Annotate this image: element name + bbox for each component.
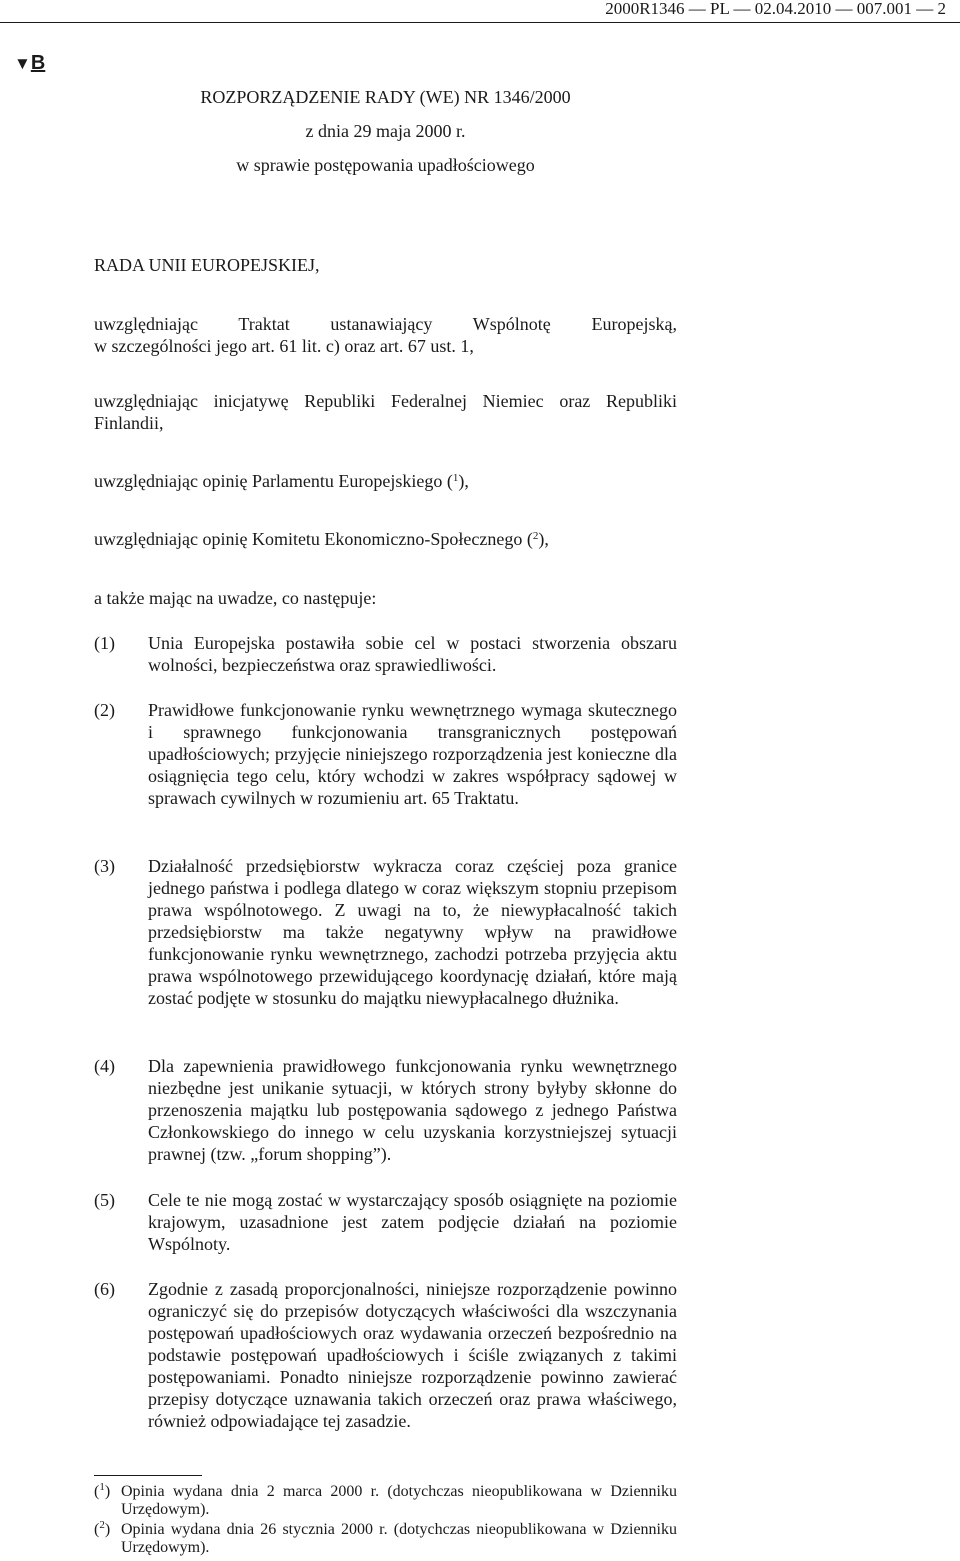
footnote-number: ($^2$)	[94, 1519, 111, 1538]
footnote-mark-1: 1	[99, 1481, 105, 1493]
footnote-text: Opinia wydana dnia 26 stycznia 2000 r. (dotychczas nieopublikowana w Dzienniku Urzędowym).	[121, 1521, 677, 1556]
preamble-initiative	[94, 390, 677, 434]
document-title	[94, 86, 677, 108]
preamble-treaty	[94, 313, 677, 357]
parliament-text-end: ),	[458, 471, 469, 491]
footnote-text: Opinia wydana dnia 2 marca 2000 r. (dotychczas nieopublikowana w Dzienniku Urzędowym).	[121, 1483, 677, 1518]
footnote-1	[94, 1483, 677, 1519]
document-date	[94, 120, 677, 142]
consolidation-marker	[14, 52, 45, 75]
recital-5	[94, 1189, 677, 1255]
title-line-date: z dnia 29 maja 2000 r.	[305, 121, 466, 141]
title-line-subject: w sprawie postępowania upadłościowego	[236, 155, 535, 175]
recital-text: Cele te nie mogą zostać w wystarczający sposób osiągnięte na poziomie krajowym, uzasadnione jest zatem podjęcie działań na poziomie Wspólnoty.	[148, 1190, 677, 1254]
footnote-2	[94, 1521, 677, 1557]
recital-3	[94, 855, 677, 1009]
recital-number: (1)	[94, 633, 115, 653]
treaty-line-2: w szczególności jego art. 61 lit. c) oraz art. 67 ust. 1,	[94, 336, 474, 356]
recital-number: (3)	[94, 856, 115, 876]
footnote-separator	[94, 1475, 202, 1476]
parliament-text: uwzględniając opinię Parlamentu Europejskiego (	[94, 471, 453, 491]
title-line-regulation: ROZPORZĄDZENIE RADY (WE) NR 1346/2000	[200, 87, 571, 107]
header-rule	[0, 22, 960, 23]
initiative-text: uwzględniając inicjatywę Republiki Federalnej Niemiec oraz Republiki Finlandii,	[94, 391, 677, 433]
marker-code-link[interactable]: B	[30, 52, 46, 74]
recital-text: Dla zapewnienia prawidłowego funkcjonowania rynku wewnętrznego niezbędne jest unikanie sytuacji, w których strony byłyby skłonne do przenoszenia majątku lub postępowania sądowego z jednego Państwa Członkowskiego do innego w celu uzyskania korzystniejszej sytuacji prawnej (tzw. „forum shopping”).	[148, 1056, 677, 1164]
footnote-mark-2: 2	[99, 1519, 105, 1531]
recital-text: Działalność przedsiębiorstw wykracza coraz częściej poza granice jednego państwa i podlega dlatego w coraz większym stopniu przepisom prawa wspólnotowego. Z uwagi na to, że niewypłacalność takich przedsiębiorstw ma także negatywny wpływ na prawidłowe funkcjonowanie rynku wewnętrznego, zachodzi potrzeba przyjęcia aktu prawa wspólnotowego przewidującego koordynację działań, które mają zostać podjęte w stosunku do majątku niewypłacalnego dłużnika.	[148, 856, 677, 1008]
treaty-line-1: uwzględniając Traktat ustanawiający Wspólnotę Europejską,	[94, 314, 677, 334]
recital-2	[94, 699, 677, 809]
recital-text: Unia Europejska postawiła sobie cel w postaci stworzenia obszaru wolności, bezpieczeństwa oraz sprawiedliwości.	[148, 633, 677, 675]
document-subject	[94, 154, 677, 176]
committee-text: uwzględniając opinię Komitetu Ekonomiczno-Społecznego (	[94, 529, 533, 549]
footnote-ref-2[interactable]: 2	[532, 530, 539, 542]
recital-text: Zgodnie z zasadą proporcjonalności, niniejsze rozporządzenie powinno ograniczyć się do przepisów dotyczących właściwości dla wszczynania postępowań upadłościowych oraz wydawania orzeczeń bezpośrednio na podstawie postępowań upadłościowych i ściśle związanych z takimi postępowaniami. Ponadto niniejsze rozporządzenie powinno zawierać przepisy dotyczące uznawania takich orzeczeń oraz prawa właściwego, również odpowiadające tej zasadzie.	[148, 1279, 677, 1431]
recital-4	[94, 1055, 677, 1165]
recital-1	[94, 632, 677, 676]
recital-text: Prawidłowe funkcjonowanie rynku wewnętrznego wymaga skutecznego i sprawnego funkcjonowania transgranicznych postępowań upadłościowych; przyjęcie niniejszego rozporządzenia jest konieczne dla osiągnięcia tego celu, który wchodzi w zakres współpracy sądowej w sprawach cywilnych w rozumieniu art. 65 Traktatu.	[148, 700, 677, 808]
preamble-committee	[94, 528, 677, 550]
preamble-council	[94, 254, 677, 276]
triangle-down-icon: ▼	[14, 54, 31, 73]
recital-number: (2)	[94, 700, 115, 720]
recital-number: (6)	[94, 1279, 115, 1299]
footnote-ref-1[interactable]: 1	[452, 472, 459, 484]
council-text: RADA UNII EUROPEJSKIEJ,	[94, 255, 320, 275]
preamble-whereas	[94, 587, 677, 609]
committee-text-end: ),	[538, 529, 549, 549]
preamble-parliament	[94, 470, 677, 492]
footnote-number: ($^1$)	[94, 1481, 111, 1500]
running-header: 2000R1346 — PL — 02.04.2010 — 007.001 — 2	[605, 0, 946, 18]
recital-number: (4)	[94, 1056, 115, 1076]
whereas-text: a także mając na uwadze, co następuje:	[94, 588, 377, 608]
recital-6	[94, 1278, 677, 1432]
recital-number: (5)	[94, 1190, 115, 1210]
